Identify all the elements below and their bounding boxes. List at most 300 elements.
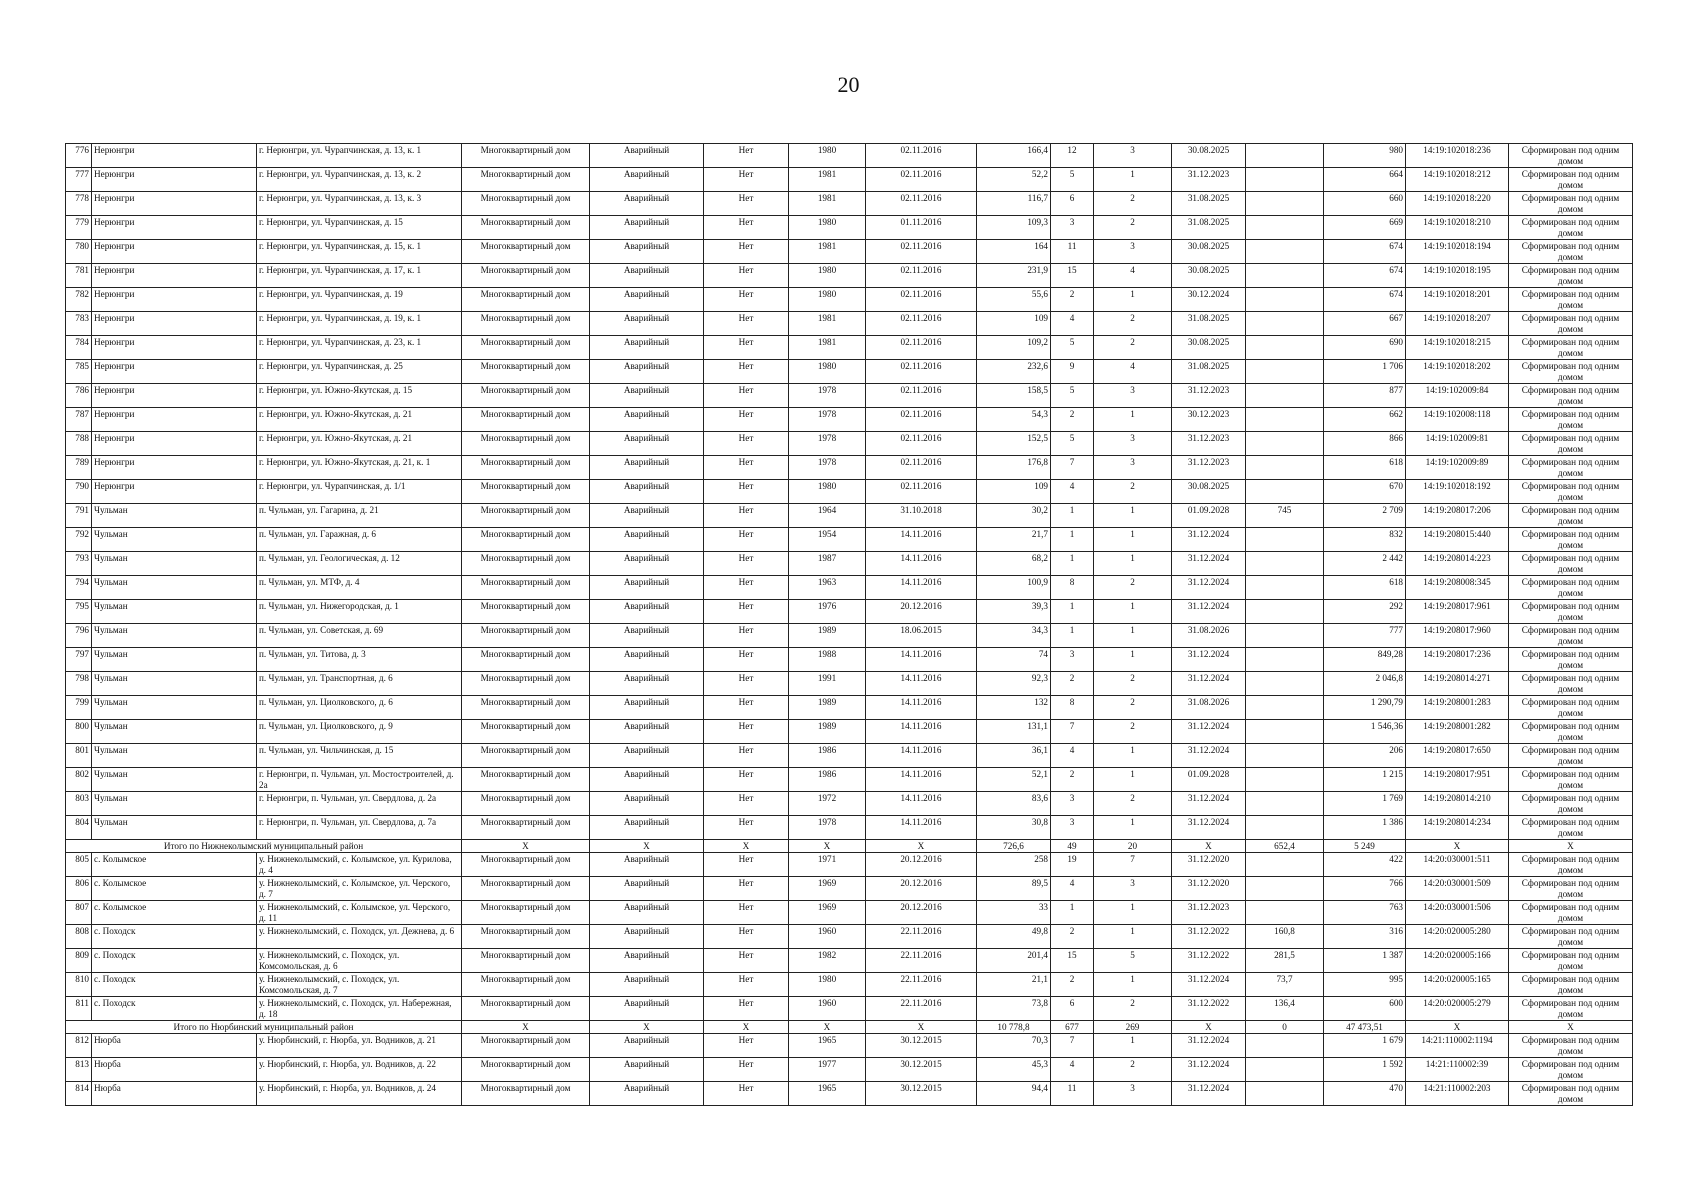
residents-cell: 3 [1051, 216, 1094, 240]
table-row [66, 336, 1633, 360]
locality-cell: Чульман [92, 792, 257, 816]
locality-cell: Нюрба [92, 1034, 257, 1058]
recognition-date-cell: 02.11.2016 [866, 384, 977, 408]
building-type-cell: Многоквартирный дом [462, 816, 590, 840]
recognition-date-cell: 14.11.2016 [866, 576, 977, 600]
locality-cell: Чульман [92, 768, 257, 792]
area-cell: 52,1 [977, 768, 1051, 792]
residents-cell: 5 [1051, 168, 1094, 192]
table-row [66, 528, 1633, 552]
cultural-heritage-cell: Нет [704, 600, 789, 624]
condition-cell: Аварийный [590, 240, 704, 264]
resettlement-date-cell: 01.09.2028 [1172, 504, 1246, 528]
address-cell: у. Нюрбинский, г. Нюрба, ул. Водников, д. 21 [257, 1034, 462, 1058]
condition-cell: Аварийный [590, 408, 704, 432]
table-row [66, 360, 1633, 384]
table-row [66, 552, 1633, 576]
table-row [66, 792, 1633, 816]
table-row [66, 456, 1633, 480]
construction-year-cell: 1978 [789, 456, 866, 480]
land-area-cell [1246, 384, 1324, 408]
area-cell: 132 [977, 696, 1051, 720]
table-row [66, 1058, 1633, 1082]
cadastral-number-cell: 14:21:110002:203 [1406, 1082, 1509, 1106]
cultural-heritage-cell: Нет [704, 744, 789, 768]
condition-cell: Аварийный [590, 456, 704, 480]
locality-cell: Нерюнгри [92, 336, 257, 360]
building-type-cell: Многоквартирный дом [462, 949, 590, 973]
condition-cell: Аварийный [590, 925, 704, 949]
area-cell: 164 [977, 240, 1051, 264]
apartments-cell: 1 [1094, 624, 1172, 648]
land-area-cell [1246, 600, 1324, 624]
cost-cell: 292 [1324, 600, 1406, 624]
locality-cell: Нерюнгри [92, 192, 257, 216]
cost-cell: 674 [1324, 240, 1406, 264]
cultural-heritage-cell: Нет [704, 792, 789, 816]
land-status-cell: Сформирован под одним домом [1509, 816, 1633, 840]
total-row [66, 840, 1633, 853]
land-status-cell: Сформирован под одним домом [1509, 528, 1633, 552]
recognition-date-cell: 02.11.2016 [866, 264, 977, 288]
construction-year-cell: 1980 [789, 360, 866, 384]
address-cell: п. Чульман, ул. Транспортная, д. 6 [257, 672, 462, 696]
row-number-cell: 785 [66, 360, 92, 384]
apartments-cell: 2 [1094, 192, 1172, 216]
cost-cell: 662 [1324, 408, 1406, 432]
cultural-heritage-cell: Нет [704, 901, 789, 925]
row-number-cell: 800 [66, 720, 92, 744]
cultural-heritage-cell: Нет [704, 504, 789, 528]
construction-year-cell: 1989 [789, 624, 866, 648]
recognition-date-cell: 30.12.2015 [866, 1058, 977, 1082]
land-area-cell [1246, 336, 1324, 360]
building-type-cell: Многоквартирный дом [462, 384, 590, 408]
address-cell: п. Чульман, ул. Гаражная, д. 6 [257, 528, 462, 552]
resettlement-date-cell: 30.08.2025 [1172, 144, 1246, 168]
land-area-cell [1246, 624, 1324, 648]
apartments-cell: 5 [1094, 949, 1172, 973]
area-cell: 73,8 [977, 997, 1051, 1021]
recognition-date-cell: 02.11.2016 [866, 192, 977, 216]
row-number-cell: 809 [66, 949, 92, 973]
address-cell: г. Нерюнгри, ул. Чурапчинская, д. 13, к. 2 [257, 168, 462, 192]
building-type-cell: Многоквартирный дом [462, 696, 590, 720]
residents-cell: 4 [1051, 1058, 1094, 1082]
residents-cell: 2 [1051, 408, 1094, 432]
cost-cell: 1 769 [1324, 792, 1406, 816]
condition-cell: Аварийный [590, 168, 704, 192]
land-status-cell: Сформирован под одним домом [1509, 216, 1633, 240]
cadastral-number-cell: 14:19:208014:210 [1406, 792, 1509, 816]
resettlement-date-cell: 31.12.2024 [1172, 720, 1246, 744]
total-resettlement-date-cell: X [1172, 1021, 1246, 1034]
area-cell: 34,3 [977, 624, 1051, 648]
locality-cell: Нерюнгри [92, 240, 257, 264]
residents-cell: 2 [1051, 768, 1094, 792]
apartments-cell: 4 [1094, 360, 1172, 384]
land-area-cell: 136,4 [1246, 997, 1324, 1021]
cultural-heritage-cell: Нет [704, 336, 789, 360]
building-type-cell: Многоквартирный дом [462, 144, 590, 168]
land-status-cell: Сформирован под одним домом [1509, 456, 1633, 480]
row-number-cell: 781 [66, 264, 92, 288]
resettlement-date-cell: 31.08.2025 [1172, 216, 1246, 240]
land-status-cell: Сформирован под одним домом [1509, 264, 1633, 288]
total-building-type-cell: X [462, 1021, 590, 1034]
table-row [66, 600, 1633, 624]
cadastral-number-cell: 14:19:208015:440 [1406, 528, 1509, 552]
area-cell: 30,8 [977, 816, 1051, 840]
cost-cell: 2 442 [1324, 552, 1406, 576]
cost-cell: 674 [1324, 288, 1406, 312]
recognition-date-cell: 14.11.2016 [866, 720, 977, 744]
area-cell: 109,3 [977, 216, 1051, 240]
apartments-cell: 2 [1094, 672, 1172, 696]
table-row [66, 816, 1633, 840]
condition-cell: Аварийный [590, 480, 704, 504]
resettlement-date-cell: 30.08.2025 [1172, 336, 1246, 360]
cadastral-number-cell: 14:19:102018:210 [1406, 216, 1509, 240]
cost-cell: 316 [1324, 925, 1406, 949]
table-body [66, 144, 1633, 1106]
resettlement-date-cell: 31.08.2025 [1172, 360, 1246, 384]
table-row [66, 997, 1633, 1021]
cost-cell: 618 [1324, 576, 1406, 600]
area-cell: 158,5 [977, 384, 1051, 408]
land-status-cell: Сформирован под одним домом [1509, 384, 1633, 408]
cultural-heritage-cell: Нет [704, 720, 789, 744]
total-area-cell: 10 778,8 [977, 1021, 1051, 1034]
resettlement-date-cell: 30.12.2024 [1172, 288, 1246, 312]
cost-cell: 777 [1324, 624, 1406, 648]
land-status-cell: Сформирован под одним домом [1509, 600, 1633, 624]
row-number-cell: 790 [66, 480, 92, 504]
building-type-cell: Многоквартирный дом [462, 456, 590, 480]
locality-cell: Нерюнгри [92, 264, 257, 288]
resettlement-date-cell: 31.12.2023 [1172, 901, 1246, 925]
row-number-cell: 811 [66, 997, 92, 1021]
resettlement-date-cell: 31.12.2023 [1172, 432, 1246, 456]
locality-cell: Нерюнгри [92, 312, 257, 336]
apartments-cell: 1 [1094, 288, 1172, 312]
land-area-cell [1246, 1082, 1324, 1106]
resettlement-date-cell: 30.08.2025 [1172, 264, 1246, 288]
residents-cell: 9 [1051, 360, 1094, 384]
area-cell: 55,6 [977, 288, 1051, 312]
cost-cell: 1 546,36 [1324, 720, 1406, 744]
land-status-cell: Сформирован под одним домом [1509, 168, 1633, 192]
apartments-cell: 2 [1094, 576, 1172, 600]
recognition-date-cell: 02.11.2016 [866, 360, 977, 384]
cadastral-number-cell: 14:20:020005:165 [1406, 973, 1509, 997]
recognition-date-cell: 02.11.2016 [866, 288, 977, 312]
construction-year-cell: 1978 [789, 816, 866, 840]
cultural-heritage-cell: Нет [704, 925, 789, 949]
building-type-cell: Многоквартирный дом [462, 925, 590, 949]
total-apartments-cell: 269 [1094, 1021, 1172, 1034]
building-type-cell: Многоквартирный дом [462, 216, 590, 240]
land-area-cell [1246, 901, 1324, 925]
total-cadastral-number-cell: X [1406, 1021, 1509, 1034]
row-number-cell: 801 [66, 744, 92, 768]
table-row [66, 384, 1633, 408]
area-cell: 109 [977, 480, 1051, 504]
address-cell: г. Нерюнгри, ул. Южно-Якутская, д. 21, к. 1 [257, 456, 462, 480]
cultural-heritage-cell: Нет [704, 853, 789, 877]
address-cell: г. Нерюнгри, ул. Чурапчинская, д. 15, к. 1 [257, 240, 462, 264]
table-row [66, 696, 1633, 720]
locality-cell: с. Колымское [92, 853, 257, 877]
land-status-cell: Сформирован под одним домом [1509, 192, 1633, 216]
building-type-cell: Многоквартирный дом [462, 1058, 590, 1082]
cadastral-number-cell: 14:19:102018:212 [1406, 168, 1509, 192]
construction-year-cell: 1969 [789, 901, 866, 925]
recognition-date-cell: 22.11.2016 [866, 997, 977, 1021]
building-type-cell: Многоквартирный дом [462, 312, 590, 336]
cadastral-number-cell: 14:19:102009:89 [1406, 456, 1509, 480]
residents-cell: 15 [1051, 264, 1094, 288]
row-number-cell: 779 [66, 216, 92, 240]
cultural-heritage-cell: Нет [704, 1082, 789, 1106]
residents-cell: 7 [1051, 1034, 1094, 1058]
construction-year-cell: 1991 [789, 672, 866, 696]
total-condition-cell: X [590, 1021, 704, 1034]
cost-cell: 1 386 [1324, 816, 1406, 840]
residents-cell: 2 [1051, 672, 1094, 696]
resettlement-date-cell: 31.12.2024 [1172, 973, 1246, 997]
cost-cell: 664 [1324, 168, 1406, 192]
resettlement-date-cell: 31.12.2023 [1172, 168, 1246, 192]
construction-year-cell: 1980 [789, 480, 866, 504]
residents-cell: 6 [1051, 997, 1094, 1021]
row-number-cell: 802 [66, 768, 92, 792]
recognition-date-cell: 14.11.2016 [866, 648, 977, 672]
resettlement-date-cell: 31.12.2022 [1172, 997, 1246, 1021]
building-type-cell: Многоквартирный дом [462, 480, 590, 504]
address-cell: г. Нерюнгри, ул. Чурапчинская, д. 17, к. 1 [257, 264, 462, 288]
apartments-cell: 1 [1094, 600, 1172, 624]
table-row [66, 853, 1633, 877]
locality-cell: Нерюнгри [92, 456, 257, 480]
land-status-cell: Сформирован под одним домом [1509, 768, 1633, 792]
cultural-heritage-cell: Нет [704, 456, 789, 480]
residents-cell: 7 [1051, 720, 1094, 744]
land-area-cell [1246, 360, 1324, 384]
locality-cell: Нерюнгри [92, 216, 257, 240]
cultural-heritage-cell: Нет [704, 312, 789, 336]
cadastral-number-cell: 14:19:102009:84 [1406, 384, 1509, 408]
total-resettlement-date-cell: X [1172, 840, 1246, 853]
cadastral-number-cell: 14:20:030001:506 [1406, 901, 1509, 925]
locality-cell: Нюрба [92, 1082, 257, 1106]
cost-cell: 669 [1324, 216, 1406, 240]
condition-cell: Аварийный [590, 624, 704, 648]
building-type-cell: Многоквартирный дом [462, 877, 590, 901]
area-cell: 21,1 [977, 973, 1051, 997]
address-cell: г. Нерюнгри, ул. Чурапчинская, д. 15 [257, 216, 462, 240]
area-cell: 54,3 [977, 408, 1051, 432]
residents-cell: 5 [1051, 432, 1094, 456]
area-cell: 232,6 [977, 360, 1051, 384]
construction-year-cell: 1977 [789, 1058, 866, 1082]
resettlement-date-cell: 31.12.2022 [1172, 949, 1246, 973]
row-number-cell: 789 [66, 456, 92, 480]
land-area-cell: 281,5 [1246, 949, 1324, 973]
building-type-cell: Многоквартирный дом [462, 744, 590, 768]
condition-cell: Аварийный [590, 312, 704, 336]
resettlement-date-cell: 31.12.2020 [1172, 853, 1246, 877]
land-area-cell [1246, 408, 1324, 432]
apartments-cell: 3 [1094, 240, 1172, 264]
construction-year-cell: 1980 [789, 973, 866, 997]
construction-year-cell: 1978 [789, 432, 866, 456]
table-row [66, 576, 1633, 600]
construction-year-cell: 1989 [789, 720, 866, 744]
cost-cell: 618 [1324, 456, 1406, 480]
land-status-cell: Сформирован под одним домом [1509, 312, 1633, 336]
construction-year-cell: 1954 [789, 528, 866, 552]
area-cell: 39,3 [977, 600, 1051, 624]
locality-cell: с. Походск [92, 997, 257, 1021]
row-number-cell: 799 [66, 696, 92, 720]
residents-cell: 2 [1051, 973, 1094, 997]
cost-cell: 660 [1324, 192, 1406, 216]
land-area-cell [1246, 1034, 1324, 1058]
total-apartments-cell: 20 [1094, 840, 1172, 853]
land-status-cell: Сформирован под одним домом [1509, 1082, 1633, 1106]
construction-year-cell: 1988 [789, 648, 866, 672]
cadastral-number-cell: 14:19:102018:202 [1406, 360, 1509, 384]
locality-cell: Нерюнгри [92, 408, 257, 432]
apartments-cell: 2 [1094, 480, 1172, 504]
building-type-cell: Многоквартирный дом [462, 432, 590, 456]
locality-cell: Нерюнгри [92, 288, 257, 312]
recognition-date-cell: 02.11.2016 [866, 312, 977, 336]
cost-cell: 422 [1324, 853, 1406, 877]
construction-year-cell: 1986 [789, 768, 866, 792]
construction-year-cell: 1976 [789, 600, 866, 624]
area-cell: 52,2 [977, 168, 1051, 192]
resettlement-date-cell: 31.12.2024 [1172, 792, 1246, 816]
condition-cell: Аварийный [590, 360, 704, 384]
locality-cell: с. Походск [92, 973, 257, 997]
address-cell: у. Нижнеколымский, с. Колымское, ул. Курилова, д. 4 [257, 853, 462, 877]
total-cost-cell: 5 249 [1324, 840, 1406, 853]
address-cell: г. Нерюнгри, ул. Чурапчинская, д. 13, к. 1 [257, 144, 462, 168]
residents-cell: 4 [1051, 312, 1094, 336]
resettlement-date-cell: 31.12.2024 [1172, 648, 1246, 672]
cadastral-number-cell: 14:19:208017:951 [1406, 768, 1509, 792]
cadastral-number-cell: 14:20:020005:280 [1406, 925, 1509, 949]
construction-year-cell: 1986 [789, 744, 866, 768]
table-row [66, 408, 1633, 432]
resettlement-date-cell: 30.08.2025 [1172, 240, 1246, 264]
cultural-heritage-cell: Нет [704, 816, 789, 840]
locality-cell: Чульман [92, 552, 257, 576]
area-cell: 152,5 [977, 432, 1051, 456]
address-cell: п. Чульман, ул. Чильчинская, д. 15 [257, 744, 462, 768]
resettlement-date-cell: 31.08.2026 [1172, 696, 1246, 720]
building-type-cell: Многоквартирный дом [462, 997, 590, 1021]
total-recognition-date-cell: X [866, 840, 977, 853]
cadastral-number-cell: 14:19:208014:234 [1406, 816, 1509, 840]
apartments-cell: 1 [1094, 168, 1172, 192]
area-cell: 70,3 [977, 1034, 1051, 1058]
row-number-cell: 793 [66, 552, 92, 576]
row-number-cell: 797 [66, 648, 92, 672]
cost-cell: 980 [1324, 144, 1406, 168]
area-cell: 109 [977, 312, 1051, 336]
condition-cell: Аварийный [590, 288, 704, 312]
address-cell: у. Нижнеколымский, с. Колымское, ул. Черского, д. 7 [257, 877, 462, 901]
apartments-cell: 1 [1094, 973, 1172, 997]
row-number-cell: 783 [66, 312, 92, 336]
table-row [66, 504, 1633, 528]
locality-cell: с. Колымское [92, 901, 257, 925]
row-number-cell: 804 [66, 816, 92, 840]
building-type-cell: Многоквартирный дом [462, 1082, 590, 1106]
cost-cell: 995 [1324, 973, 1406, 997]
cadastral-number-cell: 14:19:208017:960 [1406, 624, 1509, 648]
row-number-cell: 808 [66, 925, 92, 949]
table-row [66, 432, 1633, 456]
land-status-cell: Сформирован под одним домом [1509, 240, 1633, 264]
residents-cell: 4 [1051, 744, 1094, 768]
land-status-cell: Сформирован под одним домом [1509, 576, 1633, 600]
cadastral-number-cell: 14:19:102018:194 [1406, 240, 1509, 264]
land-area-cell [1246, 648, 1324, 672]
area-cell: 45,3 [977, 1058, 1051, 1082]
residents-cell: 1 [1051, 528, 1094, 552]
construction-year-cell: 1978 [789, 384, 866, 408]
resettlement-date-cell: 31.12.2024 [1172, 600, 1246, 624]
cultural-heritage-cell: Нет [704, 1058, 789, 1082]
land-status-cell: Сформирован под одним домом [1509, 744, 1633, 768]
area-cell: 116,7 [977, 192, 1051, 216]
resettlement-date-cell: 31.12.2024 [1172, 528, 1246, 552]
locality-cell: Чульман [92, 504, 257, 528]
cost-cell: 763 [1324, 901, 1406, 925]
construction-year-cell: 1987 [789, 552, 866, 576]
land-area-cell [1246, 696, 1324, 720]
total-land-status-cell: X [1509, 1021, 1633, 1034]
apartments-cell: 2 [1094, 997, 1172, 1021]
apartments-cell: 1 [1094, 552, 1172, 576]
condition-cell: Аварийный [590, 216, 704, 240]
table-row [66, 672, 1633, 696]
table-row [66, 973, 1633, 997]
residents-cell: 1 [1051, 901, 1094, 925]
recognition-date-cell: 30.12.2015 [866, 1082, 977, 1106]
table-row [66, 1082, 1633, 1106]
area-cell: 68,2 [977, 552, 1051, 576]
cadastral-number-cell: 14:19:102018:215 [1406, 336, 1509, 360]
building-type-cell: Многоквартирный дом [462, 360, 590, 384]
cadastral-number-cell: 14:20:020005:279 [1406, 997, 1509, 1021]
recognition-date-cell: 18.06.2015 [866, 624, 977, 648]
apartments-cell: 2 [1094, 216, 1172, 240]
locality-cell: Нерюнгри [92, 168, 257, 192]
land-status-cell: Сформирован под одним домом [1509, 288, 1633, 312]
table-row [66, 925, 1633, 949]
construction-year-cell: 1971 [789, 853, 866, 877]
condition-cell: Аварийный [590, 877, 704, 901]
land-area-cell: 73,7 [1246, 973, 1324, 997]
row-number-cell: 782 [66, 288, 92, 312]
residents-cell: 1 [1051, 600, 1094, 624]
address-cell: г. Нерюнгри, ул. Чурапчинская, д. 25 [257, 360, 462, 384]
